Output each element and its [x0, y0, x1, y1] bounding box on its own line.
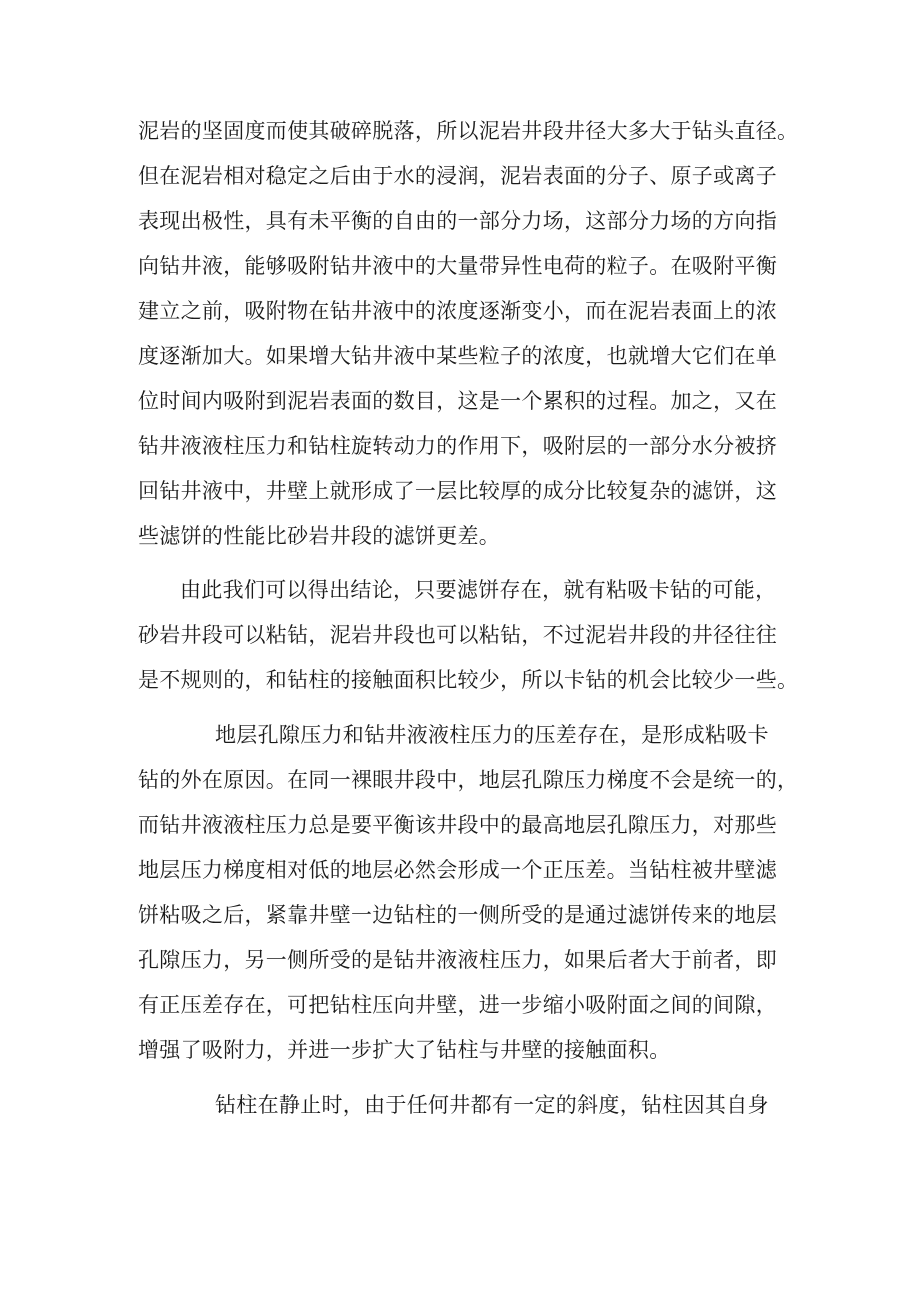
text-line: 有正压差存在，可把钻柱压向井壁，进一步缩小吸附面之间的间隙，: [138, 993, 777, 1017]
text-line: 钻的外在原因。在同一裸眼井段中，地层孔隙压力梯度不会是统一的，: [138, 768, 799, 792]
text-line: 而钻井液液柱压力总是要平衡该井段中的最高地层孔隙压力，对那些: [138, 813, 777, 837]
text-line: 孔隙压力，另一侧所受的是钻井液液柱压力，如果后者大于前者，即: [138, 948, 777, 972]
text-line: 砂岩井段可以粘钻，泥岩井段也可以粘钻，不过泥岩井段的井径往往: [138, 623, 777, 647]
text-line: 地层压力梯度相对低的地层必然会形成一个正压差。当钻柱被井壁滤: [138, 858, 777, 882]
text-line: 钻井液液柱压力和钻柱旋转动力的作用下，吸附层的一部分水分被挤: [138, 434, 777, 458]
text-line: 饼粘吸之后，紧靠井壁一边钻柱的一侧所受的是通过滤饼传来的地层: [138, 903, 777, 927]
text-line: 地层孔隙压力和钻井液液柱压力的压差存在，是形成粘吸卡: [215, 723, 769, 747]
text-line: 向钻井液，能够吸附钻井液中的大量带异性电荷的粒子。在吸附平衡: [138, 254, 777, 278]
text-line: 是不规则的，和钻柱的接触面积比较少，所以卡钻的机会比较少一些。: [138, 668, 799, 692]
text-line: 由此我们可以得出结论，只要滤饼存在，就有粘吸卡钻的可能，: [180, 578, 777, 602]
text-line: 钻柱在静止时，由于任何井都有一定的斜度，钻柱因其自身: [215, 1093, 769, 1117]
text-line: 增强了吸附力，并进一步扩大了钻柱与井壁的接触面积。: [138, 1038, 671, 1062]
text-line: 泥岩的坚固度而使其破碎脱落，所以泥岩井段井径大多大于钻头直径。: [138, 119, 799, 143]
text-line: 建立之前，吸附物在钻井液中的浓度逐渐变小，而在泥岩表面上的浓: [138, 299, 777, 323]
text-line: 回钻井液中，井壁上就形成了一层比较厚的成分比较复杂的滤饼，这: [138, 479, 777, 503]
text-line: 些滤饼的性能比砂岩井段的滤饼更差。: [138, 524, 501, 548]
text-line: 表现出极性，具有未平衡的自由的一部分力场，这部分力场的方向指: [138, 209, 777, 233]
text-line: 位时间内吸附到泥岩表面的数目，这是一个累积的过程。加之，又在: [138, 389, 777, 413]
text-line: 度逐渐加大。如果增大钻井液中某些粒子的浓度，也就增大它们在单: [138, 344, 777, 368]
text-line: 但在泥岩相对稳定之后由于水的浸润，泥岩表面的分子、原子或离子: [138, 164, 777, 188]
